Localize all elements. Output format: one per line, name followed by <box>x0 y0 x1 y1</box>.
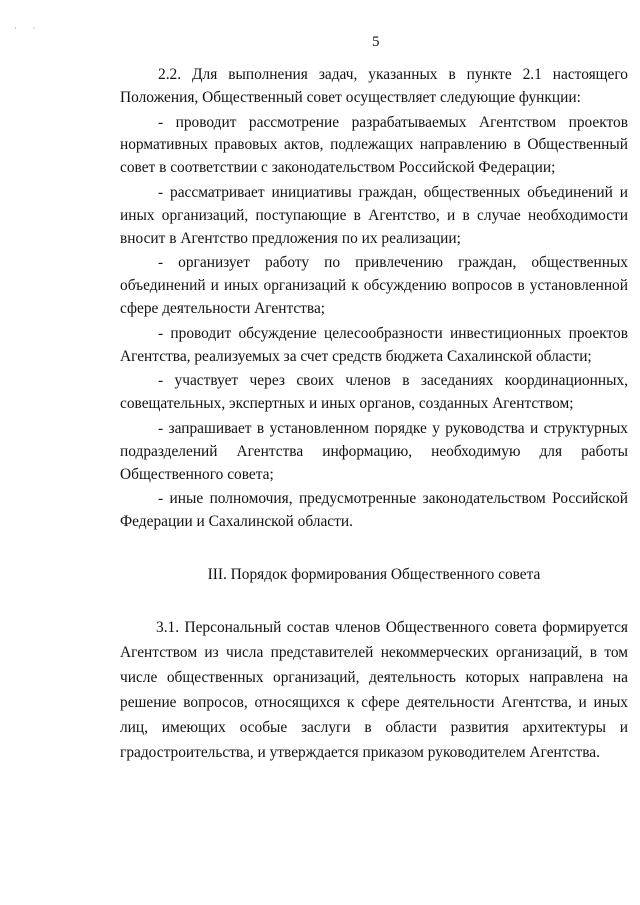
body-text <box>120 64 628 765</box>
clause-3-1: 3.1. Персональный состав членов Общественного совета формируется Агентством из числа представителей некоммерческих организаций, в том числе общественных организаций, деятельность которых направлена на решение вопросов, относящихся к сфере деятельности Агентства, и иных лиц, имеющих особые заслуги в области развития архитектуры и градостроительства, и утверждается приказом руководителем Агентства. <box>120 618 628 761</box>
function-item: - организует работу по привлечению граждан, общественных объединений и иных организаций к обсуждению вопросов в установленной сфере деятельности Агентства; <box>120 254 628 317</box>
page-number: 5 <box>372 34 380 50</box>
function-item: - иные полномочия, предусмотренные законодательством Российской Федерации и Сахалинской области. <box>120 490 628 531</box>
function-item: - запрашивает в установленном порядке у руководства и структурных подразделений Агентства информацию, необходимую для работы Общественного совета; <box>120 419 628 483</box>
section-heading: III. Порядок формирования Общественного совета <box>207 565 541 583</box>
function-item: - проводит рассмотрение разрабатываемых Агентством проектов нормативных правовых актов, подлежащих направлению в Общественный совет в соответствии с законодательством Российской Федерации; <box>120 113 628 177</box>
function-item: - участвует через своих членов в заседаниях координационных, совещательных, экспертных и иных органов, созданных Агентством; <box>120 372 628 413</box>
function-item: - проводит обсуждение целесообразности инвестиционных проектов Агентства, реализуемых за счет средств бюджета Сахалинской области; <box>120 324 628 365</box>
scan-specks: · · <box>14 24 36 33</box>
function-item: - рассматривает инициативы граждан, общественных объединений и иных организаций, поступающие в Агентство, и в случае необходимости вносит в Агентство предложения по их реализации; <box>120 183 628 247</box>
clause-2-2-intro: 2.2. Для выполнения задач, указанных в пункте 2.1 настоящего Положения, Общественный совет осуществляет следующие функции: <box>120 66 628 106</box>
